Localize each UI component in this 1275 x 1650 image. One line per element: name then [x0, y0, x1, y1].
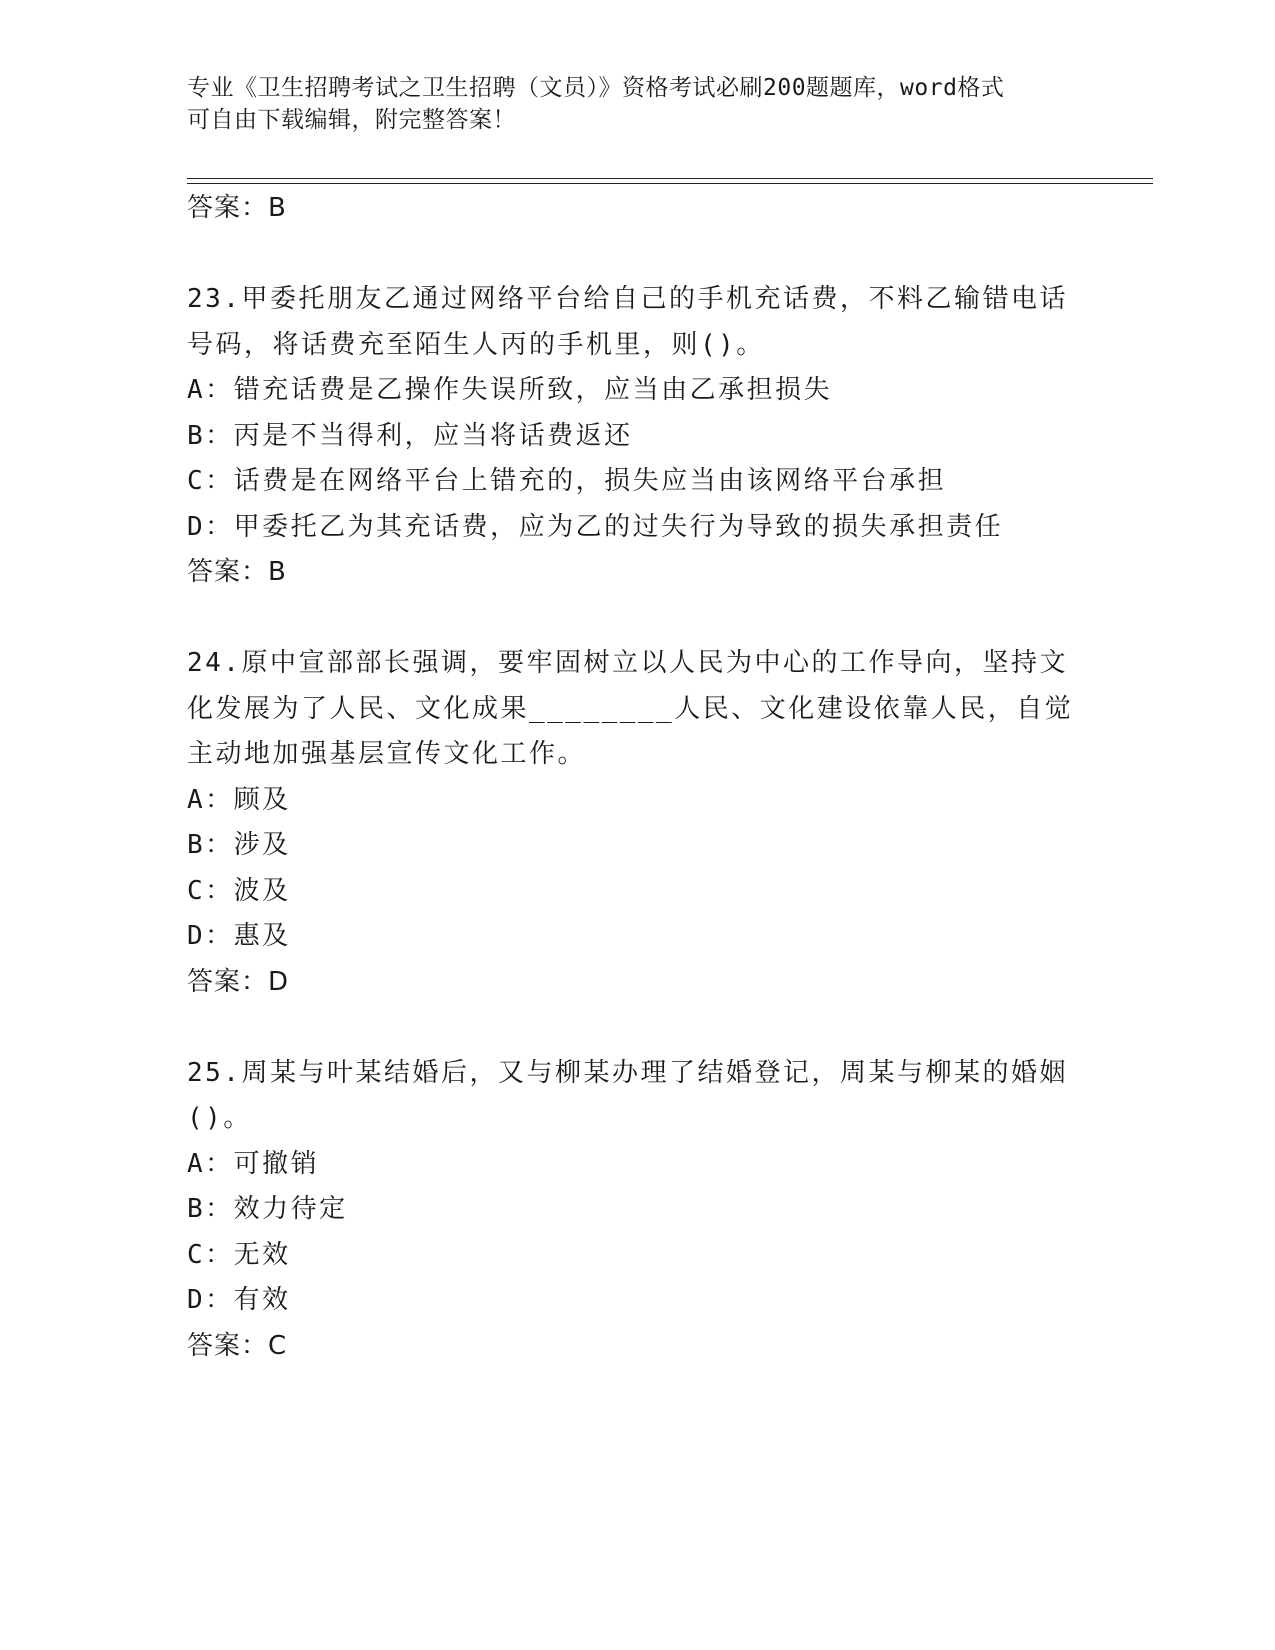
- option-a: A：错充话费是乙操作失误所致，应当由乙承担损失: [187, 375, 833, 405]
- header-title-line-1: 专业《卫生招聘考试之卫生招聘（文员）》资格考试必刷200题题库，word格式: [187, 75, 1005, 101]
- question-stem-line: 24.原中宣部部长强调，要牢固树立以人民为中心的工作导向，坚持文: [187, 648, 1068, 678]
- option-d: D：有效: [187, 1285, 291, 1315]
- previous-answer: 答案：B: [187, 193, 287, 223]
- question-stem-line: 化发展为了人民、文化成果________人民、文化建设依靠人民，自觉: [187, 693, 1074, 724]
- answer-line: 答案：C: [187, 1330, 288, 1361]
- option-b: B：效力待定: [187, 1194, 348, 1224]
- question-stem-line: 主动地加强基层宣传文化工作。: [187, 739, 587, 769]
- option-b: B：丙是不当得利，应当将话费返还: [187, 420, 633, 451]
- option-c: C：波及: [187, 875, 291, 906]
- question-23: [187, 277, 1087, 596]
- option-c: C：话费是在网络平台上错充的，损失应当由该网络平台承担: [187, 466, 947, 496]
- question-stem-line: 号码，将话费充至陌生人丙的手机里，则()。: [187, 329, 765, 360]
- question-stem-line: ()。: [187, 1103, 252, 1133]
- spacer: [187, 232, 1087, 278]
- question-stem-line: 23.甲委托朋友乙通过网络平台给自己的手机充话费，不料乙输错电话: [187, 284, 1068, 314]
- question-list: [187, 186, 1087, 1369]
- header-title-line-2: 可自由下载编辑，附完整答案！: [187, 107, 516, 133]
- header-divider-bottom: [187, 183, 1153, 184]
- spacer: [187, 596, 1087, 642]
- question-24: [187, 641, 1087, 1005]
- question-stem-line: 25.周某与叶某结婚后，又与柳某办理了结婚登记，周某与柳某的婚姻: [187, 1057, 1068, 1088]
- question-25: [187, 1051, 1087, 1370]
- answer-line: 答案：B: [187, 557, 287, 587]
- option-d: D：甲委托乙为其充话费，应为乙的过失行为导致的损失承担责任: [187, 511, 1004, 542]
- option-c: C：无效: [187, 1239, 291, 1270]
- spacer: [187, 1005, 1087, 1051]
- document-header: [187, 72, 1067, 136]
- header-divider-top: [187, 178, 1153, 179]
- option-a: A：顾及: [187, 784, 291, 815]
- option-b: B：涉及: [187, 830, 291, 860]
- option-a: A：可撤销: [187, 1148, 320, 1179]
- answer-line: 答案：D: [187, 966, 290, 997]
- option-d: D：惠及: [187, 921, 291, 951]
